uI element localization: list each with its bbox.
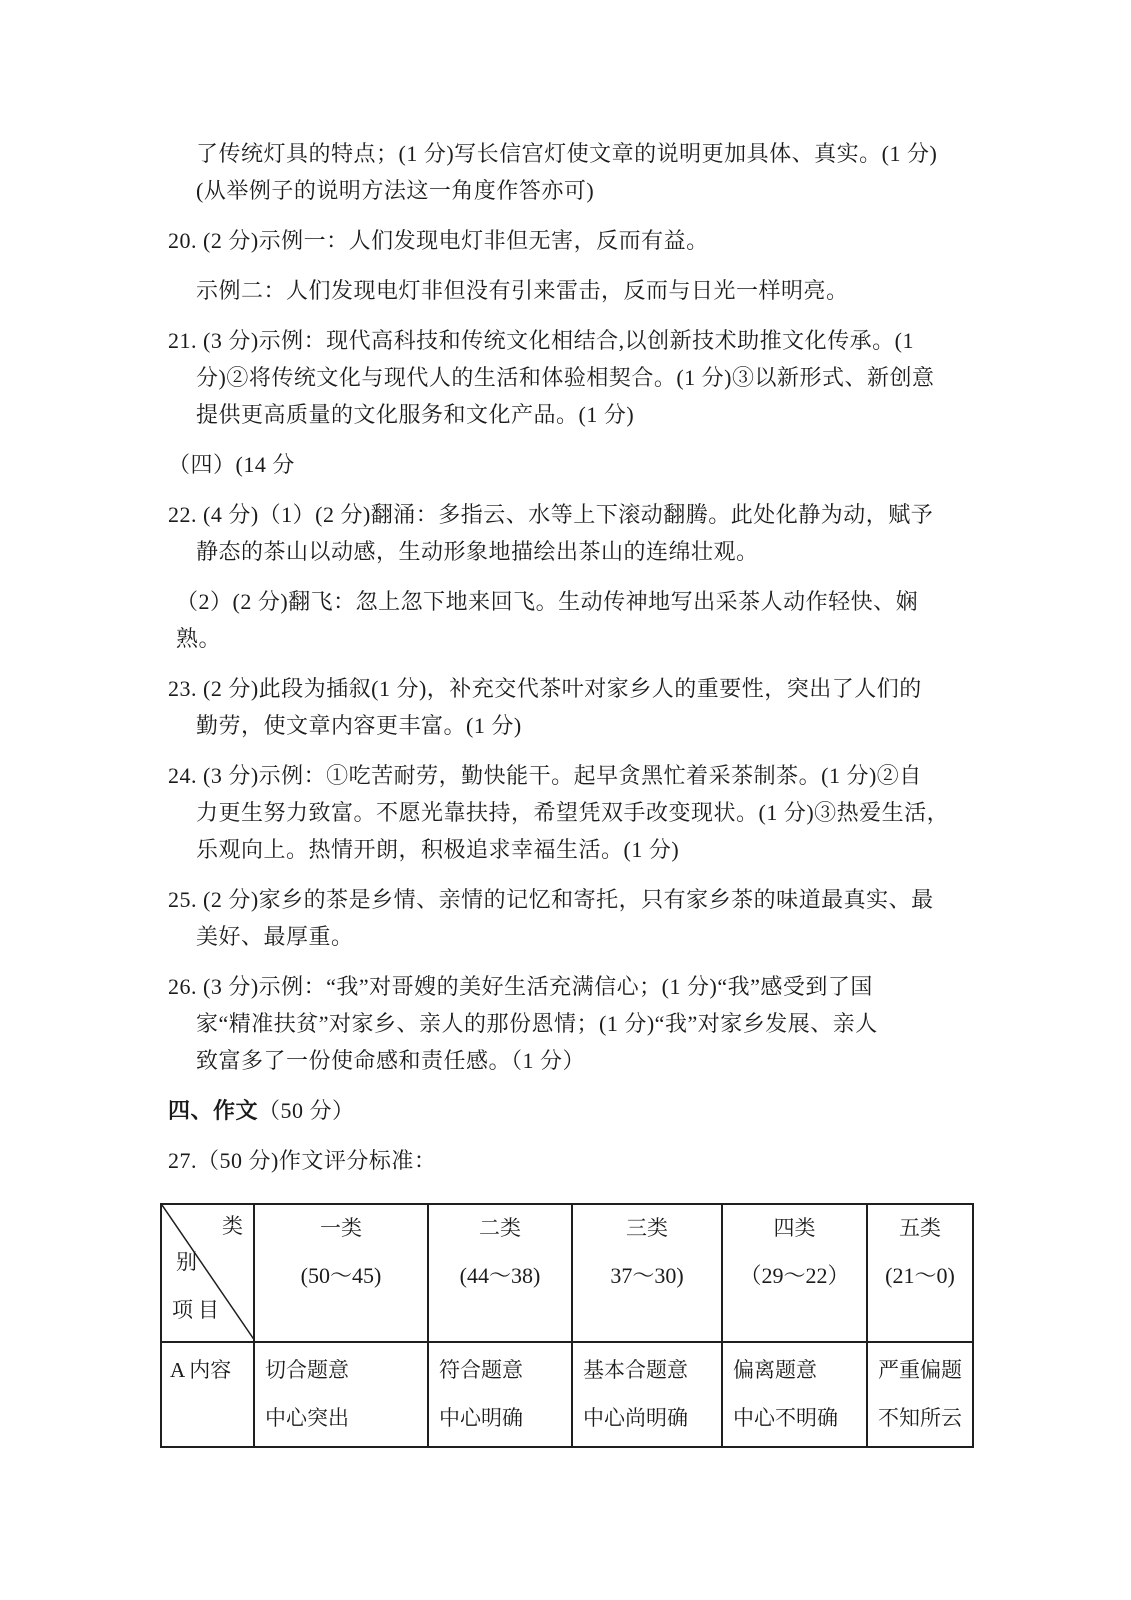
paragraph-answer-26 [0, 968, 1131, 1079]
col-header-class-3 [572, 1204, 722, 1342]
rubric-cell-line: 符合题意 [439, 1358, 523, 1382]
text-line: 熟。 [176, 626, 222, 651]
text-line: 27.（50 分)作文评分标准： [168, 1148, 437, 1173]
text-line: 美好、最厚重。 [196, 924, 354, 949]
paragraph-answer-19-continued [0, 135, 1131, 209]
text-line: 20. (2 分)示例一：人们发现电灯非但无害，反而有益。 [168, 228, 709, 253]
col-header-class-5 [867, 1204, 973, 1342]
rubric-cell-class-2 [428, 1342, 572, 1447]
rubric-cell-line: 不知所云 [878, 1406, 962, 1430]
answer-key-body [0, 135, 1131, 1448]
text-line: 提供更高质量的文化服务和文化产品。(1 分) [196, 402, 635, 427]
rubric-cell-class-3 [572, 1342, 722, 1447]
text-line: 21. (3 分)示例：现代高科技和传统文化相结合,以创新技术助推文化传承。(1 [168, 328, 914, 353]
text-line: 23. (2 分)此段为插叙(1 分)，补充交代茶叶对家乡人的重要性，突出了人们的 [168, 676, 922, 701]
text-line: 分)②将传统文化与现代人的生活和体验相契合。(1 分)③以新形式、新创意 [196, 365, 935, 390]
corner-cell [161, 1204, 254, 1342]
row-label: A 内容 [170, 1358, 232, 1382]
rubric-cell-line: 中心明确 [439, 1406, 523, 1430]
text-line: （2）(2 分)翻飞：忽上忽下地来回飞。生动传神地写出采茶人动作轻快、娴 [176, 589, 919, 614]
row-label-cell [161, 1342, 254, 1447]
text-line: (从举例子的说明方法这一角度作答亦可) [196, 178, 595, 203]
corner-label-category-2: 别 [176, 1250, 197, 1274]
rubric-cell-line: 中心尚明确 [583, 1406, 688, 1430]
col-header-name: 四类 [773, 1216, 816, 1240]
rubric-cell-line: 偏离题意 [733, 1358, 817, 1382]
section-heading-score: （50 分） [258, 1098, 355, 1123]
paragraph-answer-20 [0, 222, 1131, 259]
paragraph-answer-25 [0, 881, 1131, 955]
col-header-range: (50～45) [300, 1263, 382, 1288]
paragraph-answer-22-part1 [0, 496, 1131, 570]
rubric-cell-line: 严重偏题 [878, 1358, 962, 1382]
col-header-range: 37～30) [610, 1263, 684, 1288]
rubric-header-row [161, 1204, 973, 1342]
text-line: 乐观向上。热情开朗，积极追求幸福生活。(1 分) [196, 837, 680, 862]
col-header-class-2 [428, 1204, 572, 1342]
rubric-cell-line: 中心突出 [265, 1406, 349, 1430]
text-line: 静态的茶山以动感，生动形象地描绘出茶山的连绵壮观。 [196, 539, 759, 564]
paragraph-section-four-reading [0, 446, 1131, 483]
text-line: （四）(14 分 [168, 452, 295, 477]
rubric-cell-class-4 [722, 1342, 867, 1447]
paragraph-answer-21 [0, 322, 1131, 433]
text-line: 致富多了一份使命感和责任感。（1 分） [196, 1048, 586, 1073]
rubric-cell-line: 中心不明确 [733, 1406, 838, 1430]
section-heading-title: 四、作文 [168, 1098, 259, 1123]
col-header-class-4 [722, 1204, 867, 1342]
rubric-cell-class-5 [867, 1342, 973, 1447]
col-header-range: (21～0) [885, 1263, 955, 1288]
rubric-row-a-content [161, 1342, 973, 1447]
text-line: 勤劳，使文章内容更丰富。(1 分) [196, 713, 522, 738]
rubric-cell-line: 基本合题意 [583, 1358, 688, 1382]
text-line: 力更生努力致富。不愿光靠扶持，希望凭双手改变现状。(1 分)③热爱生活， [196, 800, 950, 825]
paragraph-item-27 [0, 1142, 1131, 1179]
text-line: 示例二：人们发现电灯非但没有引来雷击，反而与日光一样明亮。 [196, 278, 849, 303]
paragraph-answer-22-part2 [0, 583, 1131, 657]
corner-label-item: 项目 [172, 1298, 224, 1322]
paragraph-answer-20-example2 [0, 272, 1131, 309]
text-line: 家“精准扶贫”对家乡、亲人的那份恩情；(1 分)“我”对家乡发展、亲人 [196, 1011, 878, 1036]
text-line: 了传统灯具的特点；(1 分)写长信宫灯使文章的说明更加具体、真实。(1 分) [196, 141, 938, 166]
rubric-cell-class-1 [254, 1342, 428, 1447]
col-header-name: 一类 [320, 1216, 362, 1240]
corner-label-category-1: 类 [222, 1214, 243, 1238]
text-line: 26. (3 分)示例：“我”对哥嫂的美好生活充满信心；(1 分)“我”感受到了国 [168, 974, 873, 999]
essay-scoring-rubric-table [160, 1203, 974, 1448]
section-heading-essay [0, 1092, 1131, 1129]
section-heading [0, 1092, 1131, 1129]
paragraph-answer-24 [0, 757, 1131, 868]
text-line: 25. (2 分)家乡的茶是乡情、亲情的记忆和寄托，只有家乡茶的味道最真实、最 [168, 887, 934, 912]
rubric-cell-line: 切合题意 [265, 1358, 349, 1382]
col-header-name: 五类 [899, 1216, 941, 1240]
text-line: 24. (3 分)示例：①吃苦耐劳，勤快能干。起早贪黑忙着采茶制茶。(1 分)②自 [168, 763, 922, 788]
col-header-name: 三类 [626, 1216, 668, 1240]
col-header-class-1 [254, 1204, 428, 1342]
text-line: 22. (4 分)（1）(2 分)翻涌：多指云、水等上下滚动翻腾。此处化静为动，赋予 [168, 502, 934, 527]
col-header-name: 二类 [479, 1216, 521, 1240]
col-header-range: (44～38) [459, 1263, 541, 1288]
col-header-range: （29～22） [739, 1263, 850, 1288]
paragraph-answer-23 [0, 670, 1131, 744]
